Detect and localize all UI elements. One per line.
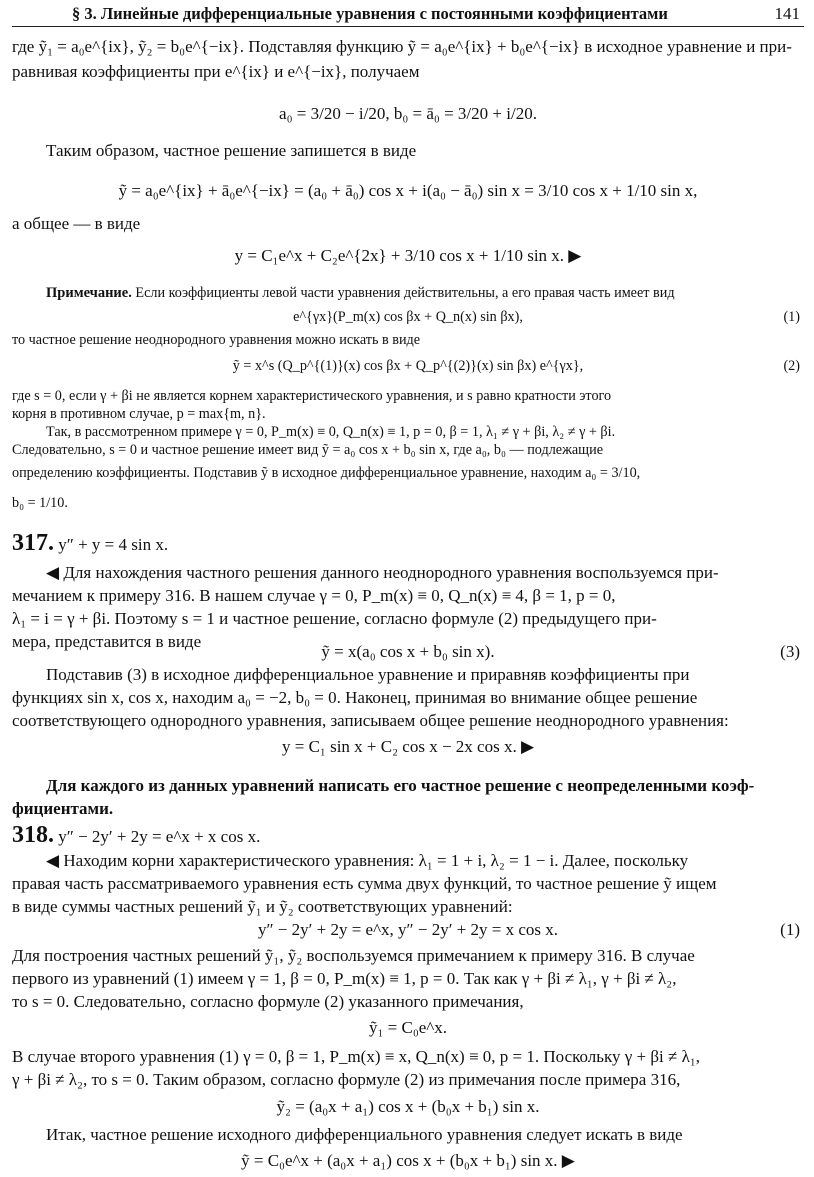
equation-number: (3) bbox=[780, 642, 800, 661]
problem-318-heading bbox=[12, 824, 804, 848]
note-paragraph: Примечание. Если коэффициенты левой части уравнения действительны, а его правая часть имеет вид bbox=[46, 285, 675, 301]
text-line: соответствующего однородного уравнения, записываем общее решение неоднородного уравнения: bbox=[12, 711, 729, 730]
note-line: определению коэффициенты. Подставив ỹ в исходное дифференциальное уравнение, находим a₀ = 3/10, bbox=[12, 465, 641, 481]
note-line: b₀ = 1/10. bbox=[12, 495, 68, 511]
problem-equation: y″ − 2y′ + 2y = e^x + x cos x. bbox=[54, 827, 261, 846]
text-line: Итак, частное решение исходного дифференциального уравнения следует искать в виде bbox=[46, 1125, 683, 1144]
formula-3: ỹ = x(a₀ cos x + b₀ sin x). (3) bbox=[321, 642, 800, 661]
equation-number: (1) bbox=[780, 920, 800, 939]
text-line: Таким образом, частное решение запишется в виде bbox=[46, 141, 417, 160]
problem-number: 318. bbox=[12, 822, 54, 848]
text-line: ◀ Для нахождения частного решения данного неоднородного уравнения воспользуемся при- bbox=[46, 563, 719, 582]
text-line: λ₁ = i = γ + βi. Поэтому s = 1 и частное решение, согласно формуле (2) предыдущего при- bbox=[12, 609, 657, 628]
text-line: мечанием к примеру 316. В нашем случае γ = 0, P_m(x) ≡ 0, Q_n(x) ≡ 4, β = 1, p = 0, bbox=[12, 586, 616, 605]
header-rule bbox=[12, 26, 804, 27]
text-line: а общее — в виде bbox=[12, 214, 141, 233]
note-formula-1: e^{γx}(P_m(x) cos βx + Q_n(x) sin βx), (1) bbox=[293, 309, 800, 325]
text-line: в виде суммы частных решений ỹ₁ и ỹ₂ соответствующих уравнений: bbox=[12, 897, 513, 916]
note-line: Следовательно, s = 0 и частное решение имеет вид ỹ = a₀ cos x + b₀ sin x, где a₀, b₀ — подлежащие bbox=[12, 442, 603, 458]
equation-number: (2) bbox=[783, 358, 800, 374]
text-line: В случае второго уравнения (1) γ = 0, β = 1, P_m(x) ≡ x, Q_n(x) ≡ 0, p = 1. Поскольку γ + βi ≠ λ₁, bbox=[12, 1047, 701, 1066]
formula-y1: ỹ₁ = C₀e^x. bbox=[368, 1018, 448, 1037]
text-line: мера, представится в виде bbox=[12, 632, 202, 651]
text-line: γ + βi ≠ λ₂, то s = 0. Таким образом, согласно формуле (2) из примечания после примера 316, bbox=[12, 1070, 681, 1089]
text-line: Для построения частных решений ỹ₁, ỹ₂ воспользуемся примечанием к примеру 316. В случае bbox=[12, 946, 695, 965]
text-line: то s = 0. Следовательно, согласно формуле (2) указанного примечания, bbox=[12, 992, 524, 1011]
text-line: ◀ Находим корни характеристического уравнения: λ₁ = 1 + i, λ₂ = 1 − i. Далее, поскольку bbox=[46, 851, 689, 870]
formula-coefficients: a₀ = 3/20 − i/20, b₀ = ā₀ = 3/20 + i/20. bbox=[279, 104, 537, 123]
formula-final: ỹ = C₀e^x + (a₀x + a₁) cos x + (b₀x + b₁) sin x. ▶ bbox=[241, 1151, 575, 1170]
equation-number: (1) bbox=[783, 309, 800, 325]
note-line: корня в противном случае, p = max{m, n}. bbox=[12, 406, 266, 422]
problem-317-heading bbox=[12, 532, 804, 556]
formula-general-solution: y = C₁e^x + C₂e^{2x} + 3/10 cos x + 1/10 sin x. ▶ bbox=[234, 246, 582, 265]
page-number: 141 bbox=[774, 4, 800, 23]
note-formula-2: ỹ = x^s (Q_p^{(1)}(x) cos βx + Q_p^{(2)}(x) sin βx) e^{γx}, (2) bbox=[232, 358, 800, 374]
formula-particular-solution: ỹ = a₀e^{ix} + ā₀e^{−ix} = (a₀ + ā₀) cos x + i(a₀ − ā₀) sin x = 3/10 cos x + 1/10 sin x, bbox=[118, 181, 698, 200]
formula-318-1: y″ − 2y′ + 2y = e^x, y″ − 2y′ + 2y = x cos x. (1) bbox=[257, 920, 800, 939]
task-line: Для каждого из данных уравнений написать его частное решение с неопределенными коэф- bbox=[46, 776, 755, 795]
text-line: где ỹ₁ = a₀e^{ix}, ỹ₂ = b₀e^{−ix}. Подставляя функцию ỹ = a₀e^{ix} + b₀e^{−ix} в исходное уравнение и при- bbox=[12, 37, 792, 56]
text-line: равнивая коэффициенты при e^{ix} и e^{−ix}, получаем bbox=[12, 62, 420, 81]
problem-number: 317. bbox=[12, 530, 54, 556]
task-line: фициентами. bbox=[12, 799, 114, 818]
note-title: Примечание. bbox=[46, 285, 132, 301]
formula-general-317: y = C₁ sin x + C₂ cos x − 2x cos x. ▶ bbox=[281, 737, 535, 756]
textbook-page bbox=[12, 0, 804, 1177]
text-line: функциях sin x, cos x, находим a₀ = −2, b₀ = 0. Наконец, принимая во внимание общее решение bbox=[12, 688, 698, 707]
text-line: правая часть рассматриваемого уравнения есть сумма двух функций, то частное решение ỹ ищем bbox=[12, 874, 717, 893]
problem-equation: y″ + y = 4 sin x. bbox=[54, 535, 169, 554]
text-line: Подставив (3) в исходное дифференциальное уравнение и приравняв коэффициенты при bbox=[46, 665, 690, 684]
note-line: где s = 0, если γ + βi не является корнем характеристического уравнения, и s равно кратности этого bbox=[12, 388, 612, 404]
text-line: первого из уравнений (1) имеем γ = 1, β = 0, P_m(x) ≡ 1, p = 0. Так как γ + βi ≠ λ₁, γ + βi ≠ λ₂, bbox=[12, 969, 677, 988]
running-header bbox=[12, 4, 804, 26]
note-line: Так, в рассмотренном примере γ = 0, P_m(x) ≡ 0, Q_n(x) ≡ 1, p = 0, β = 1, λ₁ ≠ γ + βi, λ₂ ≠ γ + βi. bbox=[46, 424, 616, 440]
formula-y2: ỹ₂ = (a₀x + a₁) cos x + (b₀x + b₁) sin x. bbox=[276, 1097, 540, 1116]
note-line: то частное решение неоднородного уравнения можно искать в виде bbox=[12, 332, 421, 348]
section-title: § 3. Линейные дифференциальные уравнения с постоянными коэффициентами bbox=[72, 4, 668, 23]
